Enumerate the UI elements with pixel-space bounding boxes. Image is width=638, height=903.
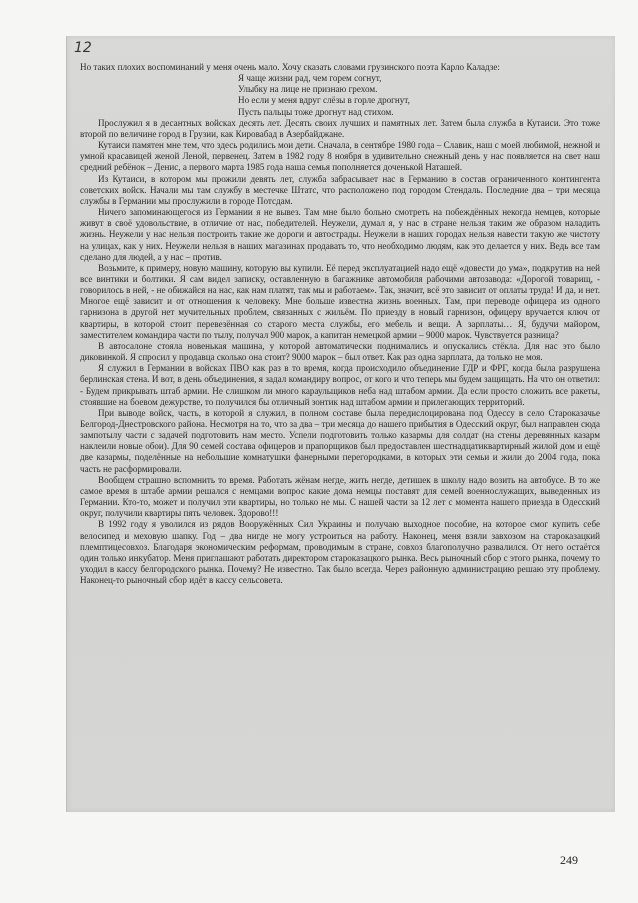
paragraph: В автосалоне стояла новенькая машина, у которой автоматически поднимались и опускались стёкла. Для нас это было диковинкой. Я спросил у продавца сколько она стоит? 9000 марок – был ответ. Как раз одна зарплата, да только не моя. (80, 340, 600, 363)
handwritten-page-mark: 12 (74, 40, 92, 56)
paragraph: Ничего запоминающегося из Германии я не вывез. Там мне было больно смотреть на побеждённых некогда немцев, которые живут в своё удовольствие, в отличие от нас, победителей. Неужели, думал я, у нас в стране нельзя таким же образом наладить жизнь. Неужели у нас нельзя построить такие же дороги и автострады. Неужели в наших городах нельзя навести такую же чистоту на улицах, как у них. Неужели нельзя в наших магазинах продавать то, что необходимо людям, как это делается у них. Ведь все там сделано для людей, а у нас – против. (80, 207, 600, 262)
paragraph: При выводе войск, часть, в которой я служил, в полном составе была передислоцирована под Одессу в село Староказачье Белгород-Днестровского района. Несмотря на то, что за два – три месяца до нашего прибытия в Одесский округ, был направлен сюда зампотылу части с задачей подготовить нам место. Успели подготовить только казармы для солдат (на стены деревянных казарм наклеили новые обои). Для 90 семей состава офицеров и прапорщиков был предоставлен шестнадцатиквартирный жилой дом и ещё две казармы, поделённые на небольшие комнатушки фанерными перегородками, в которых эти семьи и жили до 2004 года, пока часть не расформировали. (80, 407, 600, 474)
paragraph: Я служил в Германии в войсках ПВО как раз в то время, когда происходило объединение ГДР и ФРГ, когда была разрушена берлинская стена. И вот, в день объединения, я задал командиру вопрос, от кого и что теперь мы будем защищать. На что он ответил: - Будем прикрывать штаб армии. Не слишком ли много караульщиков неба над штабом армии. Да если просто сложить все ракеты, стоявшие на боевом дежурстве, то получился бы отличный зонтик над штабом армии и прилегающих территорий. (80, 363, 600, 407)
poem-line: Но если у меня вдруг слёзы в горле дрогнут, (238, 95, 410, 106)
paragraph: Из Кутаиси, в котором мы прожили девять лет, служба забрасывает нас в Германию в состав ограниченного контингента советских войск. Начали мы там службу в местечке Штатс, что расположено под городом Стендаль. Последние два – три месяца службы в Германии мы прослужили в городе Потсдам. (80, 173, 600, 206)
poem-line: Улыбку на лице не признаю грехом. (238, 84, 378, 95)
paragraph: Но таких плохих воспоминаний у меня очень мало. Хочу сказать словами грузинского поэта Карло Каладзе: (80, 62, 500, 72)
document-body (80, 62, 600, 586)
paragraph: Возьмите, к примеру, новую машину, которую вы купили. Её перед эксплуатацией надо ещё «довести до ума», подкрутив на ней все винтики и болтики. Я сам видел записку, оставленную в багажнике автомобиля рабочими автозавода: «Дорогой товарищ, - говорилось в ней, - не обижайся на нас, как нам платят, так мы и работаем». Так, значит, всё это зависит от оплаты труда! И да, и нет. Многое ещё зависит и от отношения к человеку. Мне больше известна жизнь военных. Там, при переводе офицера из одного гарнизона в другой нет мучительных проблем, связанных с жильём. По приезду в новый гарнизон, офицеру вручается ключ от квартиры, в которой стоит перевезённая со старого места службы, его мебель и вещи. А зарплаты… Я, будучи майором, заместителем командира части по тылу, получал 900 марок, а капитан немецкой армии – 9000 марок. Чувствуется разница? (80, 262, 600, 340)
poem-line: Я чаще жизни рад, чем горем согнут, (238, 73, 382, 84)
paragraph: В 1992 году я уволился из рядов Вооружённых Сил Украины и получаю выходное пособие, на которое смог купить себе велосипед и меховую шапку. Год – два нигде не могу устроиться на работу. Наконец, меня взяли завхозом на староказацкий племптицесовхоз. Благодаря экономическим реформам, проводимым в стране, совхоз благополучно развалился. От него остаётся один только инкубатор. Меня приглашают работать директором староказацкого рынка. Весь рыночный сбор с этого рынка, почему то уходил в кассу белгородского рынка. Почему? Не известно. Так было всегда. Через районную администрацию решаю эту проблему. Наконец-то рыночный сбор идёт в кассу сельсовета. (80, 519, 600, 586)
poem-line: Пусть пальцы тоже дрогнут над стихом. (238, 106, 394, 117)
poem-quote (238, 73, 600, 118)
page-number: 249 (560, 853, 578, 867)
paragraph: Прослужил я в десантных войсках десять лет. Десять своих лучших и памятных лет. Затем была служба в Кутаиси. Это тоже второй по величине город в Грузии, как Кировабад в Азербайджане. (80, 117, 600, 139)
paragraph: Вообщем страшно вспомнить то время. Работать жёнам негде, жить негде, детишек в школу надо возить на автобусе. В то же самое время в штабе армии решался с немцами вопрос какие дома немцы поставят для семей военнослужащих, выведенных из Германии. Кто-то, может и получил эти квартиры, но только не мы. С нашей части за 12 лет с момента нашего приезда в Одесский округ, получили квартиры пять человек. Здорово!!! (80, 474, 600, 519)
paragraph: Кутаиси памятен мне тем, что здесь родились мои дети. Сначала, в сентябре 1980 года – Славик, наш с моей любимой, нежной и умной красавицей женой Леной, первенец. Затем в 1982 году 8 ноября в удивительно снежный день у нас появляется на свет наш средний ребёнок – Денис, а первого марта 1985 года наша семья пополняется доченькой Наташей. (80, 140, 600, 173)
